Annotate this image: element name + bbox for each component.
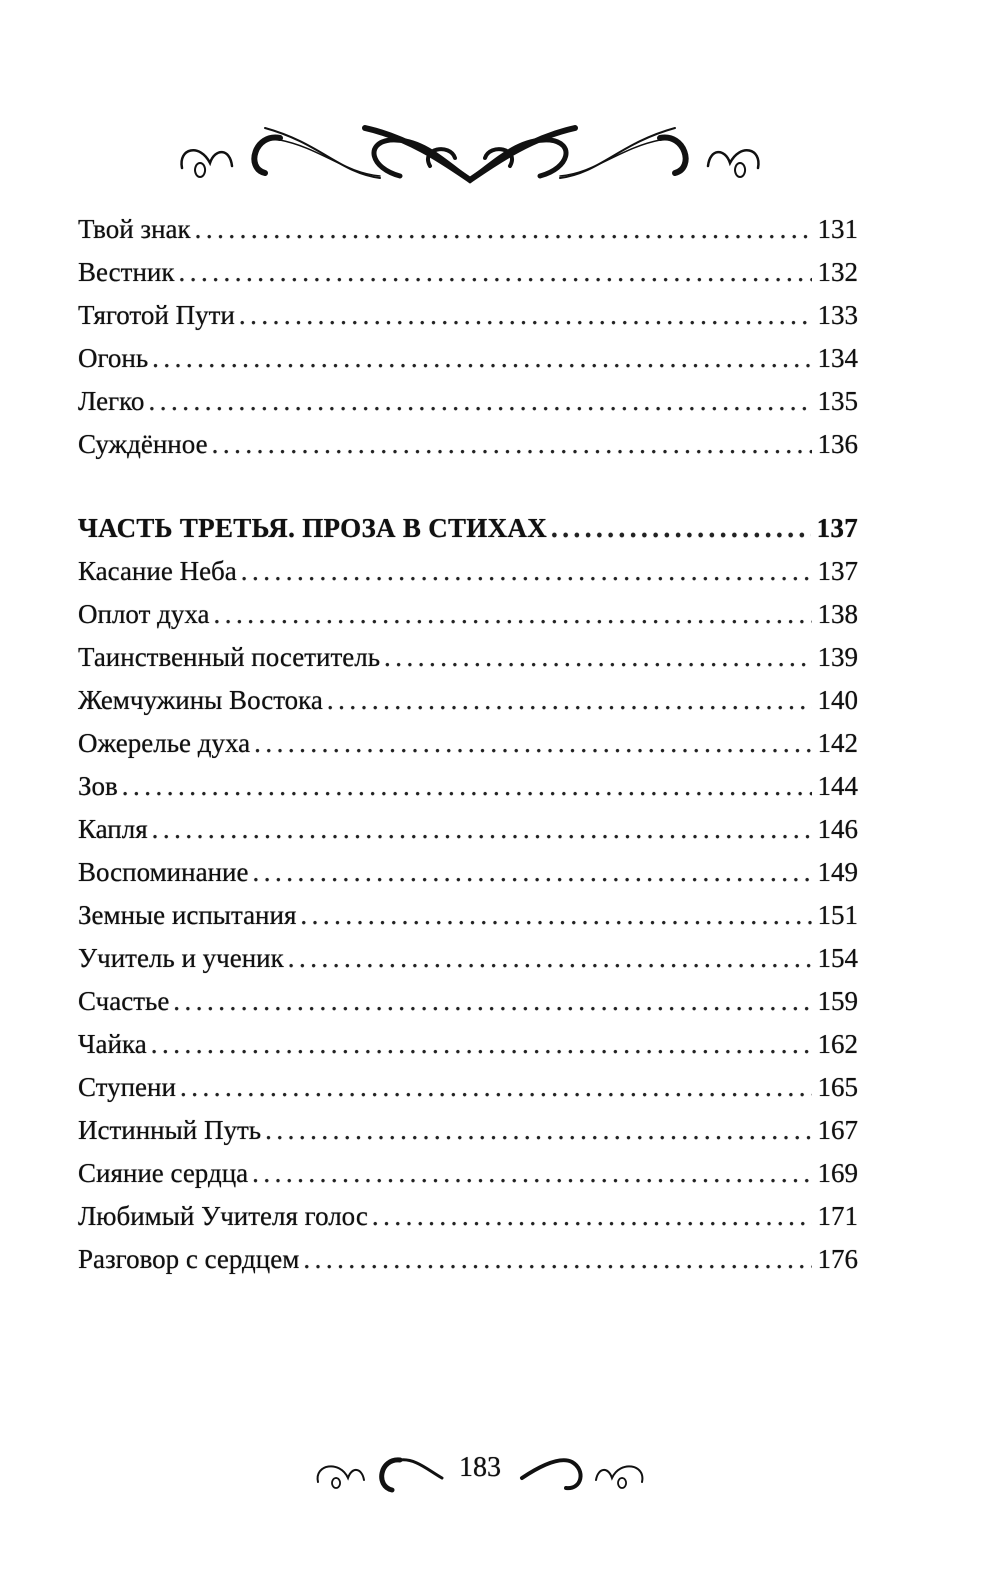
toc-entry-page: 142 bbox=[817, 728, 858, 758]
dot-leader bbox=[195, 214, 812, 245]
dot-leader bbox=[265, 1115, 811, 1146]
toc-entry-page: 137 bbox=[816, 513, 858, 543]
toc-entry bbox=[78, 257, 858, 300]
toc-entry bbox=[78, 900, 858, 943]
toc-entry-page: 162 bbox=[817, 1029, 858, 1059]
toc-entry-page: 136 bbox=[817, 429, 858, 459]
dot-leader bbox=[180, 1072, 812, 1103]
toc-entry-page: 138 bbox=[817, 599, 858, 629]
toc-entry bbox=[78, 386, 858, 429]
toc-entry-page: 149 bbox=[817, 857, 858, 887]
toc-entry bbox=[78, 300, 858, 343]
toc-entry-title: Земные испытания bbox=[78, 900, 297, 930]
dot-leader bbox=[241, 556, 812, 587]
toc-entry bbox=[78, 1115, 858, 1158]
toc-entry-page: 132 bbox=[817, 257, 858, 287]
toc-entry bbox=[78, 214, 858, 257]
toc-entry bbox=[78, 343, 858, 386]
toc-entry-title: Счастье bbox=[78, 986, 170, 1016]
toc-entry bbox=[78, 1072, 858, 1115]
dot-leader bbox=[384, 642, 811, 673]
dot-leader bbox=[303, 1244, 811, 1275]
toc-entry-page: 165 bbox=[817, 1072, 858, 1102]
dot-leader bbox=[151, 1029, 812, 1060]
dot-leader bbox=[239, 300, 812, 331]
toc-block-1 bbox=[78, 214, 858, 472]
toc-entry-page: 144 bbox=[817, 771, 858, 801]
toc-entry bbox=[78, 1029, 858, 1072]
dot-leader bbox=[213, 599, 811, 630]
dot-leader bbox=[252, 857, 811, 888]
toc-entry-page: 176 bbox=[817, 1244, 858, 1274]
toc-entry-page: 134 bbox=[817, 343, 858, 373]
toc-entry-title: Тяготой Пути bbox=[78, 300, 235, 330]
dot-leader bbox=[212, 429, 812, 460]
dot-leader bbox=[178, 257, 811, 288]
toc-entry-page: 151 bbox=[817, 900, 858, 930]
toc-entry-page: 146 bbox=[817, 814, 858, 844]
toc-entry bbox=[78, 1201, 858, 1244]
toc-entry-page: 131 bbox=[817, 214, 858, 244]
dot-leader bbox=[152, 343, 811, 374]
page-footer bbox=[300, 1446, 660, 1496]
toc-entry bbox=[78, 685, 858, 728]
dot-leader bbox=[173, 986, 811, 1017]
dot-leader bbox=[254, 728, 811, 759]
toc-entry-title: Легко bbox=[78, 386, 145, 416]
toc-entry bbox=[78, 943, 858, 986]
toc-entry bbox=[78, 1244, 858, 1287]
dot-leader bbox=[252, 1158, 811, 1189]
dot-leader bbox=[300, 900, 811, 931]
dot-leader bbox=[372, 1201, 812, 1232]
toc-entry-title: Истинный Путь bbox=[78, 1115, 262, 1145]
toc-entry-title: Сияние сердца bbox=[78, 1158, 249, 1188]
toc-entry-title: Суждённое bbox=[78, 429, 208, 459]
toc-entry bbox=[78, 642, 858, 685]
toc-entry bbox=[78, 857, 858, 900]
toc-entry-page: 154 bbox=[817, 943, 858, 973]
toc-entry bbox=[78, 771, 858, 814]
toc-entry bbox=[78, 1158, 858, 1201]
toc-entry-title: Любимый Учителя голос bbox=[78, 1201, 368, 1231]
dot-leader bbox=[288, 943, 812, 974]
dot-leader bbox=[122, 771, 812, 802]
toc-entry-title: Зов bbox=[78, 771, 118, 801]
toc-entry-page: 171 bbox=[817, 1201, 858, 1231]
toc-entry-page: 140 bbox=[817, 685, 858, 715]
toc-entry-title: Разговор с сердцем bbox=[78, 1244, 300, 1274]
toc-entry-page: 159 bbox=[817, 986, 858, 1016]
toc-entry-title: Вестник bbox=[78, 257, 175, 287]
toc-entry-title: Ожерелье духа bbox=[78, 728, 251, 758]
toc-entry-page: 137 bbox=[817, 556, 858, 586]
toc-entry-title: Учитель и ученик bbox=[78, 943, 284, 973]
dot-leader bbox=[152, 814, 812, 845]
toc-entry-title: Жемчужины Востока bbox=[78, 685, 323, 715]
toc-entry-page: 139 bbox=[817, 642, 858, 672]
toc-entry-title: Оплот духа bbox=[78, 599, 210, 629]
toc-entry-title: Таинственный посетитель bbox=[78, 642, 381, 672]
toc-entry-title: Касание Неба bbox=[78, 556, 237, 586]
toc-entry bbox=[78, 599, 858, 642]
toc-entry-title: Капля bbox=[78, 814, 148, 844]
toc-entry bbox=[78, 814, 858, 857]
toc-entry bbox=[78, 556, 858, 599]
toc-entry-page: 133 bbox=[817, 300, 858, 330]
toc-entry-title: Твой знак bbox=[78, 214, 191, 244]
toc-entry bbox=[78, 728, 858, 771]
toc-entry bbox=[78, 429, 858, 472]
toc-entry-title: ЧАСТЬ ТРЕТЬЯ. ПРОЗА В СТИХАХ bbox=[78, 513, 548, 543]
dot-leader bbox=[327, 685, 812, 716]
dot-leader bbox=[148, 386, 811, 417]
toc-entry bbox=[78, 986, 858, 1029]
toc-entry-title: Чайка bbox=[78, 1029, 147, 1059]
toc-entry-page: 169 bbox=[817, 1158, 858, 1188]
page-number: 183 bbox=[459, 1452, 501, 1483]
toc-entry-title: Огонь bbox=[78, 343, 149, 373]
toc-block-2 bbox=[78, 513, 858, 1287]
dot-leader bbox=[551, 513, 811, 544]
toc-entry-page: 135 bbox=[817, 386, 858, 416]
toc-entry-title: Воспоминание bbox=[78, 857, 249, 887]
toc-entry-title: Ступени bbox=[78, 1072, 176, 1102]
toc-section-heading bbox=[78, 513, 858, 556]
toc-entry-page: 167 bbox=[817, 1115, 858, 1145]
decorative-flourish-icon bbox=[170, 118, 770, 188]
